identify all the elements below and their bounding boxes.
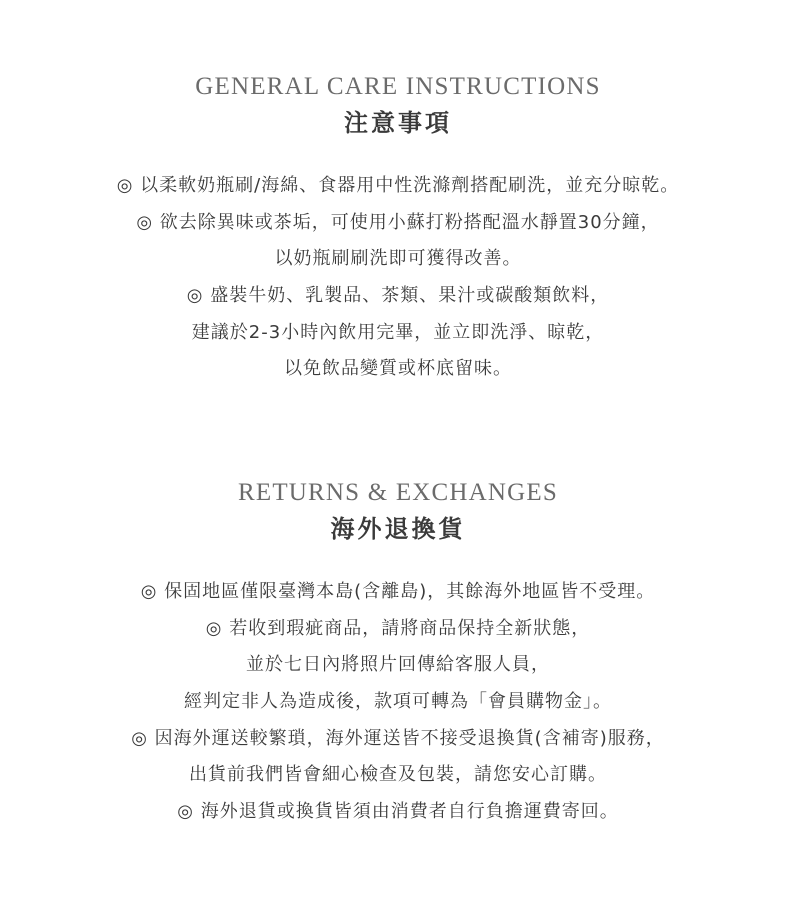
care-line: 以奶瓶刷刷洗即可獲得改善。 <box>274 248 522 270</box>
care-line: 建議於2-3小時內飲用完畢，並立即洗淨、晾乾， <box>191 321 605 343</box>
care-title-zh: 注意事項 <box>344 109 452 137</box>
returns-line: ◎ 保固地區僅限臺灣本島(含離島)，其餘海外地區皆不受理。 <box>140 581 656 602</box>
returns-policy-list <box>0 574 796 831</box>
returns-exchanges-section <box>0 476 796 831</box>
returns-title-en: RETURNS & EXCHANGES <box>237 479 559 506</box>
returns-title-zh: 海外退換貨 <box>330 515 466 543</box>
care-line: 以免飲品變質或杯底留味。 <box>284 358 512 380</box>
returns-line: ◎ 因海外運送較繁瑣，海外運送皆不接受退換貨(含補寄)服務， <box>131 727 665 749</box>
returns-line: 並於七日內將照片回傳給客服人員， <box>246 654 550 676</box>
care-instructions-list <box>0 168 796 388</box>
returns-line: ◎ 若收到瑕疵商品，請將商品保持全新狀態， <box>205 617 591 639</box>
returns-line: 出貨前我們皆會細心檢查及包裝，請您安心訂購。 <box>189 764 607 786</box>
care-title-en: GENERAL CARE INSTRUCTIONS <box>195 73 601 100</box>
care-line: ◎ 盛裝牛奶、乳製品、茶類、果汁或碳酸類飲料， <box>186 285 610 307</box>
care-line: ◎ 欲去除異味或茶垢，可使用小蘇打粉搭配溫水靜置30分鐘， <box>136 211 660 233</box>
care-instructions-section <box>0 70 796 388</box>
returns-line: 經判定非人為造成後，款項可轉為「會員購物金」。 <box>184 691 612 713</box>
returns-line: ◎ 海外退貨或換貨皆須由消費者自行負擔運費寄回。 <box>177 801 619 823</box>
care-line: ◎ 以柔軟奶瓶刷/海綿、食器用中性洗滌劑搭配刷洗，並充分晾乾。 <box>116 175 680 196</box>
